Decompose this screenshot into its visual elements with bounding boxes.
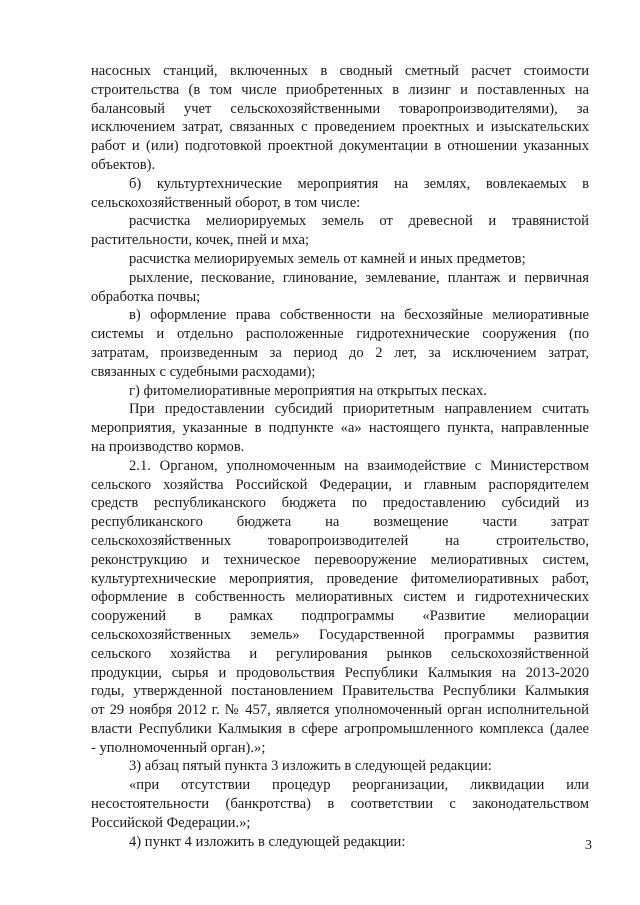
paragraph-item-4 — [91, 833, 589, 852]
paragraph-2-1 — [91, 457, 589, 758]
paragraph-continuation — [91, 62, 589, 175]
text-line: сельского хозяйства и регулирования рынков сельскохозяйственной — [91, 645, 589, 662]
text-line: затратам, произведенным за период до 2 лет, за исключением затрат, — [91, 344, 589, 361]
text-line: связанных с судебными расходами); — [91, 363, 316, 380]
text-line: сельскохозяйственный оборот, в том числе: — [91, 194, 361, 211]
paragraph-priority — [91, 400, 589, 456]
text-line: реконструкцию и техническое перевооружение мелиоративных систем, — [91, 551, 589, 568]
paragraph-item-g — [91, 382, 589, 401]
paragraph-item-v — [91, 306, 589, 381]
paragraph-item-b — [91, 175, 589, 213]
text-line: сельскохозяйственных земель» Государственной программы развития — [91, 626, 589, 643]
text-line: на производство кормов. — [91, 438, 245, 455]
text-line: системы и отдельно расположенные гидротехнические сооружения (по — [91, 326, 589, 343]
text-line: сельскохозяйственных товаропроизводителей на строительство, — [91, 532, 589, 549]
text-line: несостоятельности (банкротства) в соответствии с законодательством — [91, 796, 589, 813]
text-line: балансовый учет сельскохозяйственными товаропроизводителями), за — [91, 100, 589, 117]
paragraph-item-b-clearing-stones — [91, 250, 589, 269]
paragraph-item-b-soil-treatment — [91, 269, 589, 307]
text-line: власти Республики Калмыкия в сфере агропромышленного комплекса (далее — [91, 720, 589, 737]
text-line: 2.1. Органом, уполномоченным на взаимодействие с Министерством — [129, 457, 589, 474]
text-line: обработка почвы; — [91, 288, 201, 305]
text-line: оформление в собственность мелиоративных систем и гидротехнических — [91, 589, 589, 606]
paragraph-item-b-clearing-vegetation — [91, 212, 589, 250]
text-line: от 29 ноября 2012 г. № 457, является уполномоченный орган исполнительной — [91, 702, 589, 719]
text-line: сельского хозяйства Российской Федерации, и главным распорядителем — [91, 476, 589, 493]
text-line: растительности, кочек, пней и мха; — [91, 232, 310, 249]
text-line: объектов). — [91, 156, 156, 173]
text-line: расчистка мелиорируемых земель от камней и иных предметов; — [129, 250, 526, 267]
text-line: 3) абзац пятый пункта 3 изложить в следующей редакции: — [129, 758, 492, 775]
text-line: насосных станций, включенных в сводный сметный расчет стоимости — [91, 63, 589, 79]
text-line: годы, утвержденной постановлением Правительства Республики Калмыкия — [91, 683, 589, 700]
text-line: 4) пункт 4 изложить в следующей редакции: — [129, 833, 406, 850]
text-line: исключением затрат, связанных с проведением проектных и изыскательских — [91, 119, 589, 136]
text-line: При предоставлении субсидий приоритетным направлением считать — [129, 401, 589, 418]
text-line: «при отсутствии процедур реорганизации, ликвидации или — [129, 777, 589, 794]
text-line: мероприятия, указанные в подпункте «а» настоящего пункта, направленные — [91, 420, 589, 437]
text-line: культуртехнические мероприятия, проведение фитомелиоративных работ, — [91, 570, 589, 587]
paragraph-item-3-quote — [91, 776, 589, 832]
text-line: в) оформление права собственности на бесхозяйные мелиоративные — [129, 307, 589, 324]
text-line: г) фитомелиоративные мероприятия на открытых песках. — [129, 382, 487, 399]
text-line: - уполномоченный орган).»; — [91, 739, 266, 756]
text-line: б) культуртехнические мероприятия на землях, вовлекаемых в — [129, 175, 589, 192]
text-line: рыхление, пескование, глинование, землевание, плантаж и первичная — [129, 269, 589, 286]
text-line: работ и (или) подготовкой проектной документации в отношении указанных — [91, 138, 589, 155]
text-line: Российской Федерации.»; — [91, 814, 251, 831]
text-line: строительства (в том числе приобретенных в лизинг и поставленных на — [91, 81, 589, 98]
paragraph-item-3 — [91, 757, 589, 776]
text-line: продукции, сырья и продовольствия Республики Калмыкия на 2013-2020 — [91, 664, 589, 681]
document-body — [91, 62, 589, 851]
text-line: расчистка мелиорируемых земель от древесной и травянистой — [129, 213, 589, 230]
page-number: 3 — [585, 838, 592, 853]
text-line: средств республиканского бюджета по предоставлению субсидий из — [91, 495, 589, 512]
text-line: республиканского бюджета на возмещение части затрат — [91, 514, 589, 531]
text-line: сооружений в рамках подпрограммы «Развитие мелиорации — [91, 608, 589, 625]
